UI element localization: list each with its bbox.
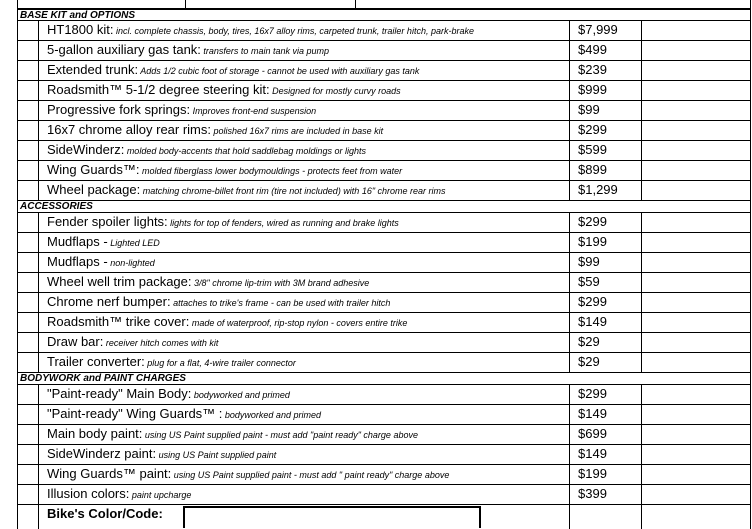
item-cell	[47, 312, 567, 333]
item-description: bodyworked and primed	[191, 390, 290, 400]
item-name: 16x7 chrome alloy rear rims:	[47, 122, 211, 137]
table-border-left	[17, 8, 18, 529]
item-description: Adds 1/2 cubic foot of storage - cannot be used with auxiliary gas tank	[138, 66, 420, 76]
item-price: $149	[578, 314, 607, 329]
item-cell	[47, 252, 567, 273]
column-divider	[569, 464, 570, 484]
column-divider	[641, 352, 642, 372]
column-divider	[38, 484, 39, 504]
item-name: Illusion colors:	[47, 486, 130, 501]
column-divider	[569, 232, 570, 252]
column-divider	[38, 332, 39, 352]
column-divider	[569, 100, 570, 120]
item-description: plug for a flat, 4-wire trailer connector	[144, 358, 296, 368]
item-cell	[47, 332, 567, 353]
item-price: $599	[578, 142, 607, 157]
item-name: Chrome nerf bumper:	[47, 294, 171, 309]
section-title: BASE KIT and OPTIONS	[20, 10, 136, 21]
item-name: Progressive fork springs:	[47, 102, 191, 117]
item-name: SideWinderz paint:	[47, 446, 157, 461]
item-name: Wing Guards™:	[47, 162, 140, 177]
item-description: Lighted LED	[107, 238, 160, 248]
item-price: $299	[578, 122, 607, 137]
section-title: ACCESSORIES	[20, 201, 93, 212]
item-price: $699	[578, 426, 607, 441]
item-cell	[47, 484, 567, 505]
item-cell	[47, 80, 567, 101]
column-divider	[569, 332, 570, 352]
column-divider	[38, 292, 39, 312]
item-name: "Paint-ready" Main Body:	[47, 386, 192, 401]
column-divider	[38, 404, 39, 424]
item-name: Trailer converter:	[47, 354, 145, 369]
item-price: $99	[578, 254, 600, 269]
column-divider	[38, 504, 39, 529]
column-divider	[38, 232, 39, 252]
column-divider	[641, 180, 642, 200]
item-cell	[47, 232, 567, 253]
column-divider	[569, 484, 570, 504]
item-description: molded fiberglass lower bodymouldings - protects feet from water	[139, 166, 403, 176]
color-code-label: Bike's Color/Code:	[47, 506, 163, 521]
column-divider	[38, 252, 39, 272]
column-divider	[38, 384, 39, 404]
column-divider	[641, 504, 642, 529]
column-divider	[38, 80, 39, 100]
column-divider	[38, 424, 39, 444]
item-description: attaches to trike's frame - can be used with trailer hitch	[170, 298, 391, 308]
item-description: transfers to main tank via pump	[200, 46, 329, 56]
column-divider	[569, 252, 570, 272]
item-name: Mudflaps -	[47, 234, 108, 249]
column-divider	[641, 140, 642, 160]
column-divider	[641, 212, 642, 232]
column-divider	[569, 160, 570, 180]
column-divider	[641, 40, 642, 60]
table-border-top	[355, 0, 356, 8]
item-price: $399	[578, 486, 607, 501]
item-name: Main body paint:	[47, 426, 143, 441]
item-name: Draw bar:	[47, 334, 104, 349]
column-divider	[38, 444, 39, 464]
item-name: Wheel package:	[47, 182, 141, 197]
item-description: 3/8" chrome lip-trim with 3M brand adhesive	[191, 278, 370, 288]
item-cell	[47, 120, 567, 141]
item-price: $7,999	[578, 22, 618, 37]
column-divider	[38, 120, 39, 140]
table-border-right	[750, 0, 751, 529]
item-cell	[47, 272, 567, 293]
column-divider	[641, 60, 642, 80]
column-divider	[569, 384, 570, 404]
item-description: using US Paint supplied paint - must add " paint ready" charge above	[171, 470, 450, 480]
item-cell	[47, 100, 567, 121]
column-divider	[38, 140, 39, 160]
item-description: using US Paint supplied paint - must add "paint ready" charge above	[142, 430, 418, 440]
section-header	[17, 372, 750, 384]
column-divider	[641, 120, 642, 140]
item-price: $149	[578, 406, 607, 421]
column-divider	[641, 484, 642, 504]
column-divider	[38, 272, 39, 292]
item-description: paint upcharge	[129, 490, 192, 500]
column-divider	[569, 60, 570, 80]
column-divider	[569, 352, 570, 372]
table-border-top	[17, 0, 18, 8]
column-divider	[569, 312, 570, 332]
column-divider	[641, 424, 642, 444]
item-description: incl. complete chassis, body, tires, 16x7 alloy rims, carpeted trunk, trailer hitch, park-brake	[113, 26, 474, 36]
item-name: Wheel well trim package:	[47, 274, 192, 289]
item-name: SideWinderz:	[47, 142, 125, 157]
item-price: $299	[578, 386, 607, 401]
item-description: molded body-accents that hold saddlebag moldings or lights	[124, 146, 366, 156]
item-name: Mudflaps -	[47, 254, 108, 269]
item-price: $149	[578, 446, 607, 461]
item-cell	[47, 212, 567, 233]
column-divider	[38, 100, 39, 120]
item-price: $299	[578, 214, 607, 229]
item-description: Improves front-end suspension	[190, 106, 317, 116]
item-price: $29	[578, 334, 600, 349]
column-divider	[38, 352, 39, 372]
item-cell	[47, 404, 567, 425]
column-divider	[38, 40, 39, 60]
item-price: $1,299	[578, 182, 618, 197]
column-divider	[641, 272, 642, 292]
column-divider	[569, 292, 570, 312]
item-price: $299	[578, 294, 607, 309]
item-description: using US Paint supplied paint	[156, 450, 277, 460]
item-cell	[47, 180, 567, 201]
item-description: bodyworked and primed	[222, 410, 321, 420]
item-cell	[47, 160, 567, 181]
item-name: Wing Guards™ paint:	[47, 466, 172, 481]
item-description: polished 16x7 rims are included in base kit	[211, 126, 384, 136]
column-divider	[569, 140, 570, 160]
column-divider	[569, 404, 570, 424]
column-divider	[38, 212, 39, 232]
column-divider	[641, 292, 642, 312]
item-cell	[47, 292, 567, 313]
item-price: $59	[578, 274, 600, 289]
column-divider	[569, 424, 570, 444]
column-divider	[641, 384, 642, 404]
item-price: $999	[578, 82, 607, 97]
item-cell	[47, 352, 567, 373]
item-name: "Paint-ready" Wing Guards™ :	[47, 406, 223, 421]
item-description: receiver hitch comes with kit	[103, 338, 219, 348]
item-cell	[47, 20, 567, 41]
item-cell	[47, 424, 567, 445]
item-description: matching chrome-billet front rim (tire not included) with 16" chrome rear rims	[140, 186, 446, 196]
item-name: Roadsmith™ 5-1/2 degree steering kit:	[47, 82, 270, 97]
column-divider	[641, 20, 642, 40]
column-divider	[38, 160, 39, 180]
item-price: $899	[578, 162, 607, 177]
column-divider	[641, 404, 642, 424]
item-cell	[47, 384, 567, 405]
item-description: made of waterproof, rip-stop nylon - covers entire trike	[189, 318, 408, 328]
item-name: Fender spoiler lights:	[47, 214, 168, 229]
column-divider	[569, 80, 570, 100]
item-description: non-lighted	[107, 258, 155, 268]
column-divider	[38, 60, 39, 80]
column-divider	[569, 272, 570, 292]
column-divider	[641, 232, 642, 252]
item-cell	[47, 60, 567, 81]
column-divider	[569, 40, 570, 60]
column-divider	[569, 120, 570, 140]
item-cell	[47, 40, 567, 61]
column-divider	[38, 464, 39, 484]
column-divider	[569, 444, 570, 464]
item-cell	[47, 140, 567, 161]
column-divider	[569, 212, 570, 232]
item-price: $29	[578, 354, 600, 369]
item-price: $199	[578, 234, 607, 249]
column-divider	[641, 464, 642, 484]
column-divider	[641, 312, 642, 332]
column-divider	[641, 160, 642, 180]
column-divider	[641, 444, 642, 464]
color-code-field[interactable]	[183, 506, 481, 528]
item-name: 5-gallon auxiliary gas tank:	[47, 42, 201, 57]
item-cell	[47, 464, 567, 485]
item-name: Roadsmith™ trike cover:	[47, 314, 190, 329]
section-title: BODYWORK and PAINT CHARGES	[20, 373, 186, 384]
column-divider	[641, 252, 642, 272]
item-price: $99	[578, 102, 600, 117]
item-name: HT1800 kit:	[47, 22, 114, 37]
item-price: $239	[578, 62, 607, 77]
item-price: $499	[578, 42, 607, 57]
column-divider	[38, 20, 39, 40]
item-description: Designed for mostly curvy roads	[269, 86, 401, 96]
column-divider	[569, 504, 570, 529]
column-divider	[38, 180, 39, 200]
item-price: $199	[578, 466, 607, 481]
section-header	[17, 8, 750, 20]
column-divider	[569, 20, 570, 40]
item-cell	[47, 444, 567, 465]
column-divider	[38, 312, 39, 332]
column-divider	[641, 80, 642, 100]
item-name: Extended trunk:	[47, 62, 139, 77]
column-divider	[569, 180, 570, 200]
item-description: lights for top of fenders, wired as running and brake lights	[167, 218, 399, 228]
table-border-top	[185, 0, 186, 8]
section-header	[17, 200, 750, 212]
column-divider	[641, 332, 642, 352]
column-divider	[641, 100, 642, 120]
